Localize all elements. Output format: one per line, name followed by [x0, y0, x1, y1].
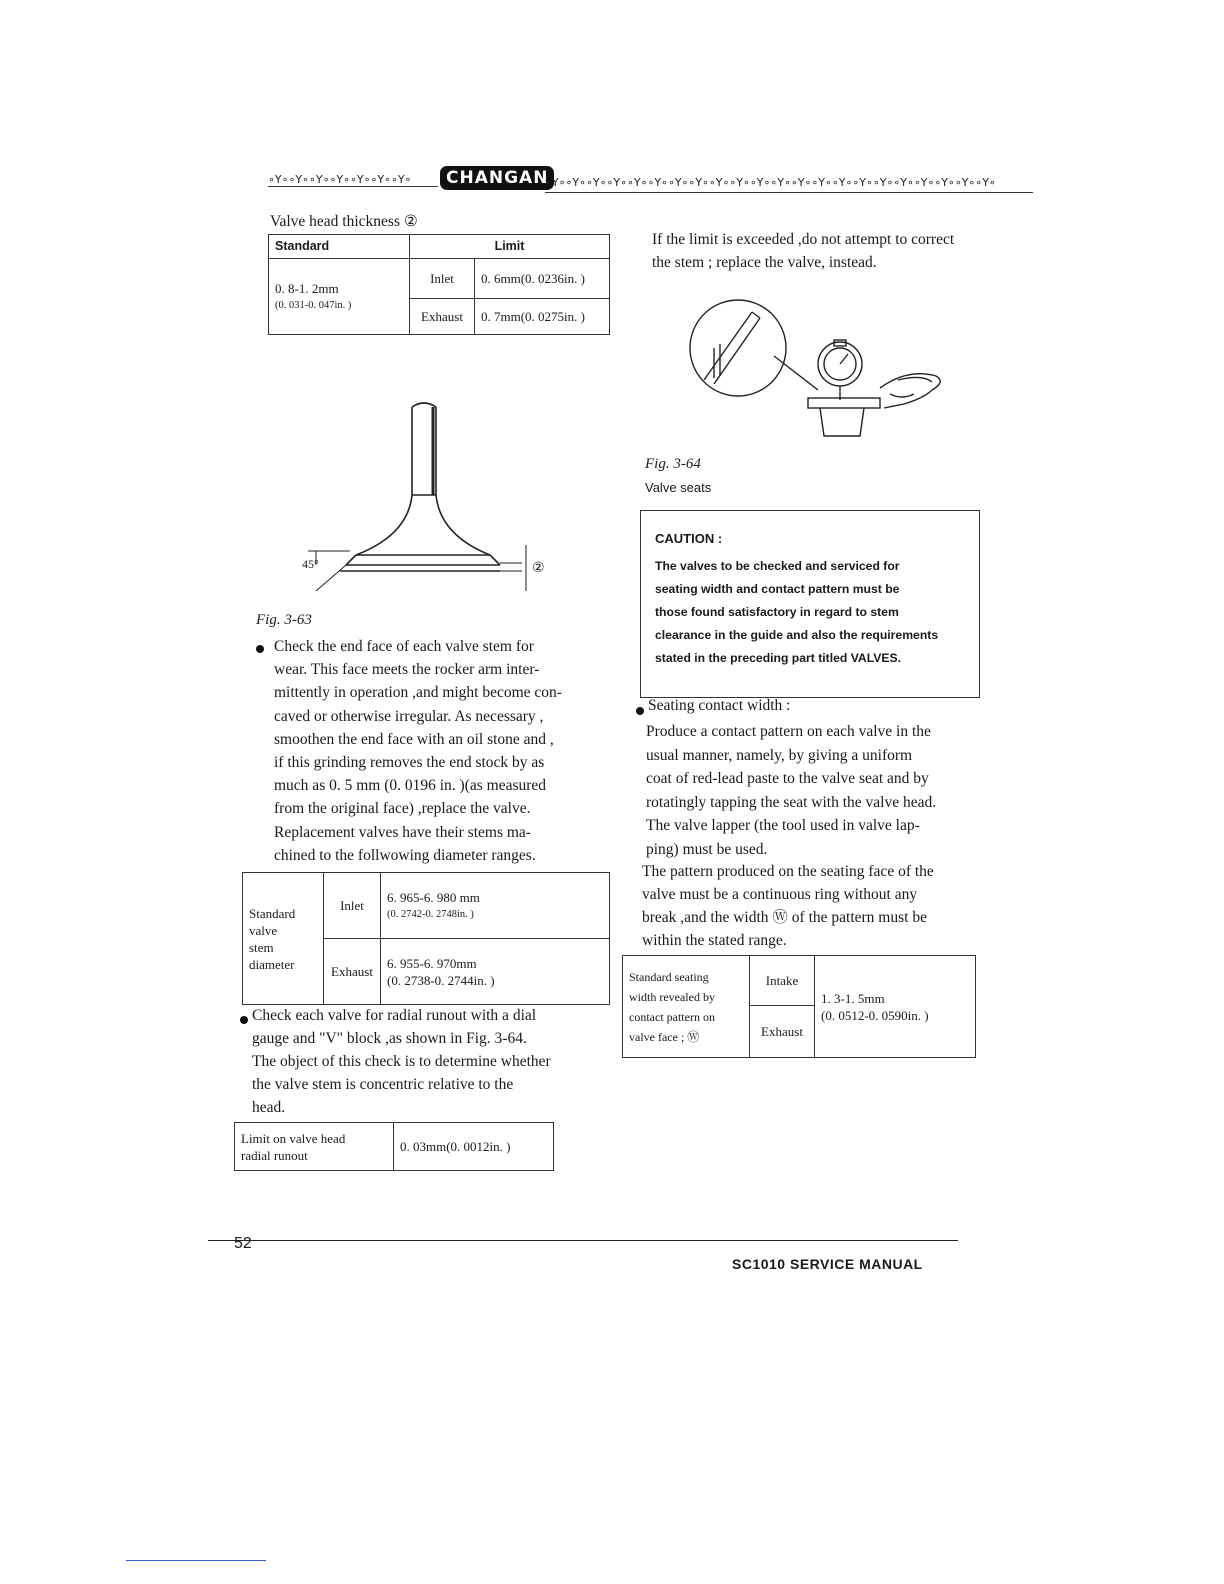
bullet-1 — [256, 640, 269, 658]
para1-line: smoothen the end face with an oil stone and , — [274, 730, 554, 748]
angle-label: 45° — [302, 557, 319, 571]
para1-line: much as 0. 5 mm (0. 0196 in. )(as measured — [274, 777, 547, 795]
page-number: 52 — [234, 1235, 252, 1252]
caution-box — [640, 510, 980, 698]
manual-title: SC1010 SERVICE MANUAL — [732, 1256, 923, 1272]
header-rule-left — [268, 186, 438, 187]
seat-value-mm: 1. 3-1. 5mm — [821, 990, 885, 1006]
stem-label-line: valve — [249, 922, 278, 938]
stem-inlet-in: (0. 2742-0. 2748in. ) — [387, 908, 474, 920]
para1-line: wear. This face meets the rocker arm inter- — [274, 661, 540, 679]
stem-exhaust-value-cell — [381, 939, 610, 1005]
para2-line: head. — [252, 1099, 286, 1116]
inlet-limit: 0. 6mm(0. 0236in. ) — [475, 259, 610, 299]
caution-line: clearance in the guide and also the requirements — [655, 628, 939, 642]
header-decoration-left: ∘Y∘∘Y∘∘Y∘∘Y∘∘Y∘∘Y∘∘Y∘ — [268, 173, 412, 186]
para1-line: from the original face) ,replace the valve. — [274, 800, 531, 818]
caution-line: those found satisfactory in regard to stem — [655, 605, 899, 619]
header-decoration-right: ∘Y∘∘Y∘∘Y∘∘Y∘∘Y∘∘Y∘∘Y∘∘Y∘∘Y∘∘Y∘∘Y∘∘Y∘∘Y∘∘Y∘∘Y∘∘Y∘∘Y∘∘Y∘∘Y∘∘Y∘∘Y∘∘Y∘ — [545, 176, 996, 189]
runout-paragraph — [252, 1004, 592, 1119]
stem-label-line: Standard — [249, 905, 296, 921]
stem-inlet-mm: 6. 965-6. 980 mm — [387, 889, 480, 905]
caution-line: stated in the preceding part titled VALVES. — [655, 651, 902, 665]
para-seat2-line: break ,and the width Ⓦ of the pattern must be — [642, 909, 927, 926]
stem-label-cell — [243, 873, 324, 1005]
stem-exhaust-in: (0. 2738-0. 2744in. ) — [387, 972, 495, 988]
stem-label-line: diameter — [249, 956, 295, 972]
para1-line: caved or otherwise irregular. As necessary , — [274, 707, 544, 725]
para2-line: The object of this check is to determine whether — [252, 1053, 551, 1070]
dial-gauge-diagram — [684, 298, 954, 446]
caution-body — [655, 555, 969, 670]
seating-paragraph-2 — [642, 860, 982, 952]
bullet-2 — [240, 1011, 252, 1029]
runout-label-line: radial runout — [241, 1147, 308, 1163]
seating-heading: Seating contact width : — [648, 697, 791, 714]
stem-inlet-value-cell — [381, 873, 610, 939]
fig-3-64-caption: Fig. 3-64 — [645, 456, 701, 472]
caution-line: The valves to be checked and serviced for — [655, 559, 900, 573]
para-seat1-line: ping) must be used. — [646, 840, 768, 858]
valve-diagram — [290, 395, 560, 605]
caution-title: CAUTION : — [655, 531, 723, 546]
para1-line: chined to the follwowing diameter ranges. — [274, 846, 536, 864]
para-seat1-line: usual manner, namely, by giving a uniform — [646, 746, 913, 764]
bullet-3 — [636, 702, 648, 720]
limit-exceeded-paragraph — [652, 228, 1008, 274]
seat-label-line: valve face ; Ⓦ — [629, 1029, 700, 1044]
para1-line: mittently in operation ,and might become con- — [274, 684, 562, 702]
std-thickness-cell — [269, 259, 410, 335]
footer-rule — [208, 1240, 958, 1241]
seat-value-cell — [815, 956, 976, 1058]
para-seat2-line: within the stated range. — [642, 932, 787, 949]
seat-label-line: Standard seating — [629, 969, 709, 984]
stem-label-line: stem — [249, 939, 274, 955]
seat-width-table — [622, 955, 976, 1058]
bottom-edge-mark — [126, 1560, 266, 1561]
stem-end-face-paragraph — [274, 635, 604, 867]
para-seat1-line: Produce a contact pattern on each valve in the — [646, 723, 931, 740]
para2-line: the valve stem is concentric relative to the — [252, 1076, 514, 1093]
seat-label-line: contact pattern on — [629, 1009, 715, 1024]
stem-diameter-table — [242, 872, 610, 1005]
stem-exhaust-mm: 6. 955-6. 970mm — [387, 955, 477, 971]
thickness-title: Valve head thickness ② — [270, 213, 418, 230]
fig-3-63-caption: Fig. 3-63 — [256, 612, 312, 628]
stem-inlet-label: Inlet — [324, 873, 381, 939]
brand-logo: CHANGAN — [440, 166, 554, 190]
seat-value-in: (0. 0512-0. 0590in. ) — [821, 1007, 929, 1023]
runout-label-cell — [235, 1123, 394, 1171]
para-seat1-line: rotatingly tapping the seat with the valve head. — [646, 793, 937, 811]
th-limit: Limit — [410, 235, 610, 259]
std-thickness-mm: 0. 8-1. 2mm — [275, 280, 339, 296]
header-rule-right — [545, 192, 1033, 193]
std-thickness-in: (0. 031-0. 047in. ) — [275, 299, 352, 311]
seat-exhaust-label: Exhaust — [750, 1006, 815, 1058]
th-standard: Standard — [269, 235, 410, 259]
seat-intake-label: Intake — [750, 956, 815, 1006]
runout-value: 0. 03mm(0. 0012in. ) — [394, 1123, 554, 1171]
inlet-label: Inlet — [410, 259, 475, 299]
para2-line: gauge and "V" block ,as shown in Fig. 3-64. — [252, 1030, 527, 1047]
seating-paragraph-1 — [646, 720, 986, 861]
caution-line: seating width and contact pattern must be — [655, 582, 900, 596]
seat-label-line: width revealed by — [629, 989, 715, 1004]
para-seat2-line: The pattern produced on the seating face of the — [642, 863, 934, 880]
para-top-line: If the limit is exceeded ,do not attempt to correct — [652, 231, 955, 248]
thickness-table — [268, 234, 610, 335]
para-seat1-line: The valve lapper (the tool used in valve lap- — [646, 817, 920, 834]
para1-line: Replacement valves have their stems ma- — [274, 823, 531, 841]
valve-seats-title: Valve seats — [645, 480, 712, 495]
seat-label-cell — [623, 956, 750, 1058]
para-seat2-line: valve must be a continuous ring without any — [642, 886, 918, 903]
runout-table — [234, 1122, 554, 1171]
para-seat1-line: coat of red-lead paste to the valve seat and by — [646, 770, 929, 787]
para2-line: Check each valve for radial runout with a dial — [252, 1007, 537, 1024]
para-top-line: the stem ; replace the valve, instead. — [652, 254, 877, 271]
exhaust-limit: 0. 7mm(0. 0275in. ) — [475, 299, 610, 335]
runout-label-line: Limit on valve head — [241, 1130, 346, 1146]
thickness-callout: ② — [532, 561, 545, 576]
para1-line: Check the end face of each valve stem for — [274, 638, 534, 655]
para1-line: if this grinding removes the end stock by as — [274, 754, 545, 772]
stem-exhaust-label: Exhaust — [324, 939, 381, 1005]
exhaust-label: Exhaust — [410, 299, 475, 335]
